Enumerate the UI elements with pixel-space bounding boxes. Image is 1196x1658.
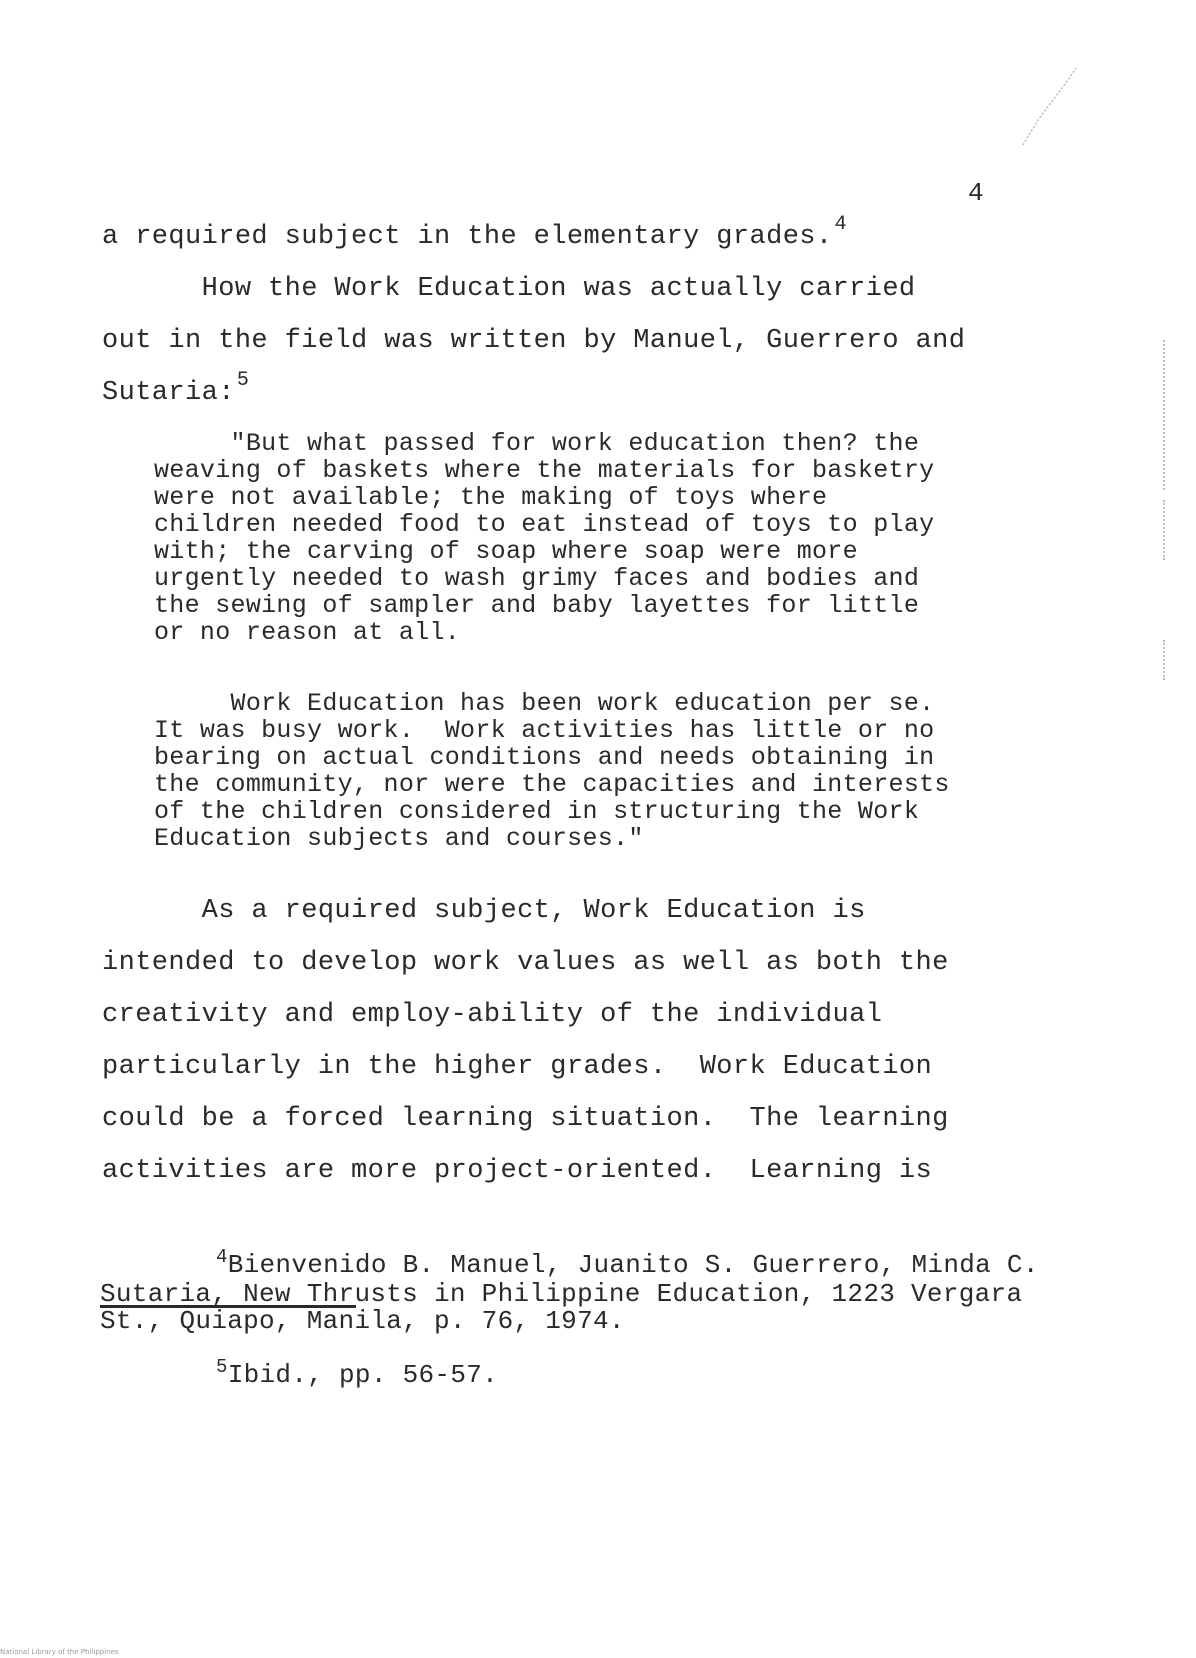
footer-fine-print: National Library of the Philippines bbox=[0, 1648, 119, 1656]
footnote-marker-4: 4 bbox=[216, 1246, 228, 1268]
body-line-10: activities are more project-oriented. Learning is bbox=[102, 1156, 933, 1186]
body-line-8: particularly in the higher grades. Work Education bbox=[102, 1052, 933, 1082]
margin-scan-artifact bbox=[1163, 340, 1167, 490]
margin-scratch-mark bbox=[1018, 60, 1078, 150]
footnote-5 bbox=[100, 1356, 1060, 1391]
footnote-ref-4: 4 bbox=[834, 213, 847, 236]
footnote-4-text: Bienvenido B. Manuel, Juanito S. Guerrero, Minda C. Sutaria, New Thrusts in Philippine Education, 1223 Vergara St., Quiapo, Manila, p. 76, 1974. bbox=[100, 1250, 1055, 1336]
body-line-5: As a required subject, Work Education is bbox=[102, 896, 866, 926]
body-line-9: could be a forced learning situation. The learning bbox=[102, 1104, 949, 1134]
body-line-1: a required subject in the elementary grades. $^4$ bbox=[102, 213, 847, 252]
body-line-3: out in the field was written by Manuel, Guerrero and bbox=[102, 326, 966, 356]
body-line-7: creativity and employ-ability of the individual bbox=[102, 1000, 883, 1030]
block-quote-paragraph-2: Work Education has been work education per se. It was busy work. Work activities has little or no bearing on actual conditions and needs obtaining in the community, nor were the capacities and interests of the children considered in structuring the Work Education subjects and courses." bbox=[154, 689, 966, 853]
body-line-4: Sutaria: $^5$ bbox=[102, 369, 250, 408]
body-line-2: How the Work Education was actually carried bbox=[102, 274, 916, 304]
margin-scan-artifact bbox=[1163, 500, 1167, 560]
block-quote-paragraph-1: "But what passed for work education then? the weaving of baskets where the materials for basketry were not available; the making of toys where children needed food to eat instead of toys to play with; the carving of soap where soap were more urgently needed to wash grimy faces and bodies and the sewing of sampler and baby layettes for little or no reason at all. bbox=[154, 429, 950, 647]
body-line-6: intended to develop work values as well as both the bbox=[102, 948, 949, 978]
footnote-4 bbox=[100, 1246, 1060, 1336]
footnote-ref-5: 5 bbox=[236, 369, 250, 392]
footnote-marker-5: 5 bbox=[216, 1356, 228, 1378]
footnote-5-text: Ibid., pp. 56-57. bbox=[227, 1360, 499, 1390]
page-number: 4 bbox=[968, 178, 984, 208]
margin-scan-artifact bbox=[1163, 640, 1167, 680]
